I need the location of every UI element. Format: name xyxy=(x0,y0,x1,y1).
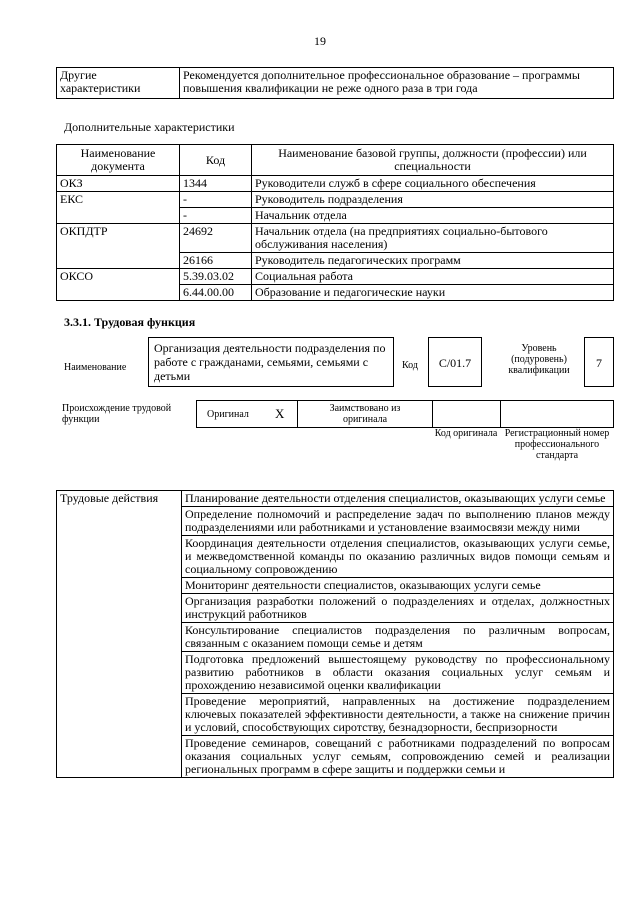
doc-cell: ОКЗ xyxy=(57,176,180,192)
origin-label: Происхождение трудовой функции xyxy=(62,403,172,425)
doc-cell: ОКСО xyxy=(57,269,180,301)
code-original-label: Код оригинала xyxy=(434,428,498,439)
header-document: Наименование документа xyxy=(57,145,180,176)
code-cell: - xyxy=(180,192,252,208)
original-mark: Х xyxy=(275,406,285,421)
original-label: Оригинал xyxy=(207,409,249,420)
header-code: Код xyxy=(180,145,252,176)
action-item: Проведение мероприятий, направленных на достижение подразделением ключевых показателей эффективности деятельности, а также на снижение причин и условий, способствующих сиротству, безнадзорности, беспризорности xyxy=(182,694,614,736)
table-row xyxy=(57,68,614,99)
doc-cell: ОКПДТР xyxy=(57,224,180,269)
function-name-value: Организация деятельности подразделения по работе с гражданами, семьями, семьями с детьми xyxy=(154,341,386,383)
table-row xyxy=(57,176,614,192)
code-cell: - xyxy=(180,208,252,224)
table-header-row xyxy=(57,145,614,176)
other-characteristics-table xyxy=(56,67,614,99)
action-item: Подготовка предложений вышестоящему руководству по профессиональному развитию работников в области оказания социальных услуг семьям и прохождению независимой оценки квалификации xyxy=(182,652,614,694)
name-label: Наименование xyxy=(64,362,127,373)
reg-number-label: Регистрационный номер профессионального стандарта xyxy=(504,428,610,461)
table-row xyxy=(57,491,614,507)
table-row xyxy=(57,192,614,208)
action-item: Определение полномочий и распределение задач по выполнению планов между подразделениями или работниками и установление взаимосвязи между ними xyxy=(182,507,614,536)
level-box xyxy=(584,337,614,387)
name-cell: Руководитель педагогических программ xyxy=(252,253,614,269)
labor-function-title: 3.3.1. Трудовая функция xyxy=(64,315,196,329)
table-row xyxy=(57,224,614,253)
header-name: Наименование базовой группы, должности (профессии) или специальности xyxy=(252,145,614,176)
name-cell: Социальная работа xyxy=(252,269,614,285)
additional-characteristics-title: Дополнительные характеристики xyxy=(64,120,235,134)
divider xyxy=(432,401,433,427)
borrowed-label: Заимствовано из оригинала xyxy=(329,403,401,425)
other-char-label: Другие характеристики xyxy=(57,68,180,99)
code-cell: 6.44.00.00 xyxy=(180,285,252,301)
name-cell: Руководитель подразделения xyxy=(252,192,614,208)
origin-box xyxy=(196,400,614,428)
level-label: Уровень (подуровень) квалификации xyxy=(508,343,570,376)
table-row xyxy=(57,269,614,285)
code-cell: 1344 xyxy=(180,176,252,192)
name-cell: Образование и педагогические науки xyxy=(252,285,614,301)
action-item: Планирование деятельности отделения специалистов, оказывающих услуги семье xyxy=(182,491,614,507)
action-item: Организация разработки положений о подразделениях и отделах, должностных инструкций работников xyxy=(182,594,614,623)
action-item: Мониторинг деятельности специалистов, оказывающих услуги семье xyxy=(182,578,614,594)
level-value: 7 xyxy=(596,356,602,370)
code-label: Код xyxy=(402,360,418,371)
doc-cell: ЕКС xyxy=(57,192,180,224)
action-item: Координация деятельности отделения специалистов, оказывающих услуги семье, и межведомственной команды по оказанию различных видов помощи семьям и социальному сопровождению xyxy=(182,536,614,578)
action-item: Проведение семинаров, совещаний с работниками подразделений по вопросам оказания социальных услуг семьям, сопровождению семей и реализации региональных программ в сфере защиты и поддержки семьи и xyxy=(182,736,614,778)
name-cell: Начальник отдела xyxy=(252,208,614,224)
other-char-text: Рекомендуется дополнительное профессиональное образование – программы повышения квалификации не реже одного раза в три года xyxy=(180,68,614,99)
function-code-value: С/01.7 xyxy=(438,356,472,370)
page-number: 19 xyxy=(314,34,326,48)
code-cell: 26166 xyxy=(180,253,252,269)
action-item: Консультирование специалистов подразделения по различным вопросам, связанным с оказанием помощи семье и детям xyxy=(182,623,614,652)
code-cell: 5.39.03.02 xyxy=(180,269,252,285)
function-name-box xyxy=(148,337,394,387)
labor-actions-table xyxy=(56,490,614,778)
divider xyxy=(297,401,298,427)
name-cell: Начальник отдела (на предприятиях социально-бытового обслуживания населения) xyxy=(252,224,614,253)
divider xyxy=(500,401,501,427)
function-code-box xyxy=(428,337,482,387)
code-cell: 24692 xyxy=(180,224,252,253)
labor-actions-label: Трудовые действия xyxy=(57,491,182,778)
additional-characteristics-table xyxy=(56,144,614,301)
name-cell: Руководители служб в сфере социального обеспечения xyxy=(252,176,614,192)
